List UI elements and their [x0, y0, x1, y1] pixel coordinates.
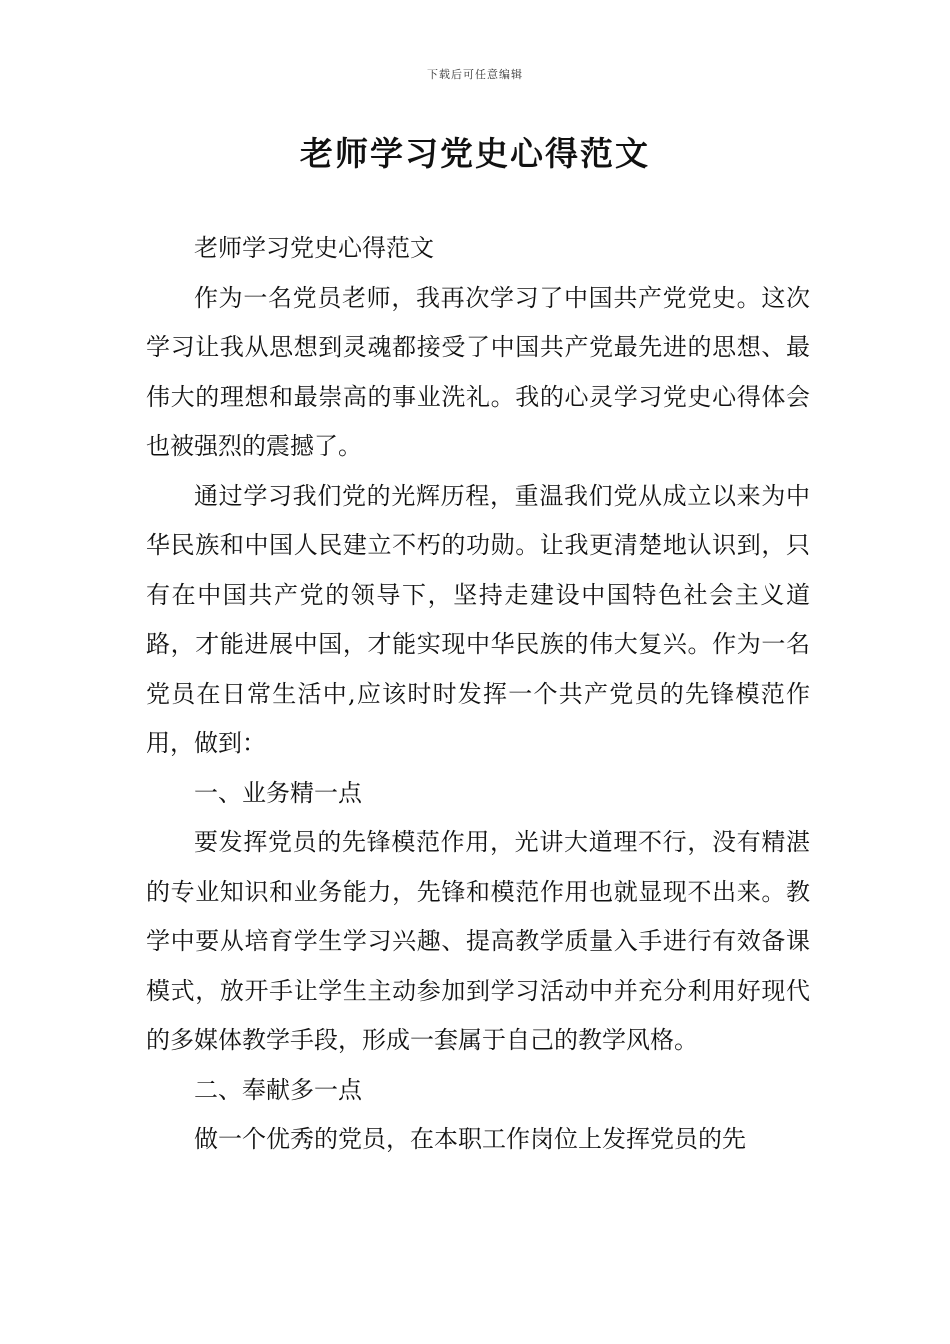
- paragraph-section-2: 做一个优秀的党员，在本职工作岗位上发挥党员的先: [194, 1125, 746, 1153]
- header-note: 下载后可任意编辑: [427, 68, 523, 81]
- paragraph-section-1: 要发挥党员的先锋模范作用，光讲大道理不行，没有精湛的专业知识和业务能力，先锋和模范作用也就显现不出来。教学中要从培育学生学习兴趣、提高教学质量入手进行有效备课模式，放开手让学生主动参加到学习活动中并充分利用好现代的多媒体教学手段，形成一套属于自己的教学风格。: [146, 828, 810, 1054]
- section-heading-2: 二、奉献多一点: [194, 1075, 362, 1104]
- document-body: [146, 224, 810, 1165]
- section-heading-1: 一、业务精一点: [194, 778, 362, 807]
- paragraph-subtitle: 老师学习党史心得范文: [194, 234, 434, 262]
- paragraph-history: 通过学习我们党的光辉历程，重温我们党从成立以来为中华民族和中国人民建立不朽的功勋。让我更清楚地认识到，只有在中国共产党的领导下，坚持走建设中国特色社会主义道路，才能进展中国，才能实现中华民族的伟大复兴。作为一名党员在日常生活中,应该时时发挥一个共产党员的先锋模范作用，做到：: [146, 481, 810, 757]
- paragraph-intro: 作为一名党员老师，我再次学习了中国共产党党史。这次学习让我从思想到灵魂都接受了中国共产党最先进的思想、最伟大的理想和最崇高的事业洗礼。我的心灵学习党史心得体会也被强烈的震撼了。: [146, 283, 810, 460]
- document-title: 老师学习党史心得范文: [300, 134, 650, 173]
